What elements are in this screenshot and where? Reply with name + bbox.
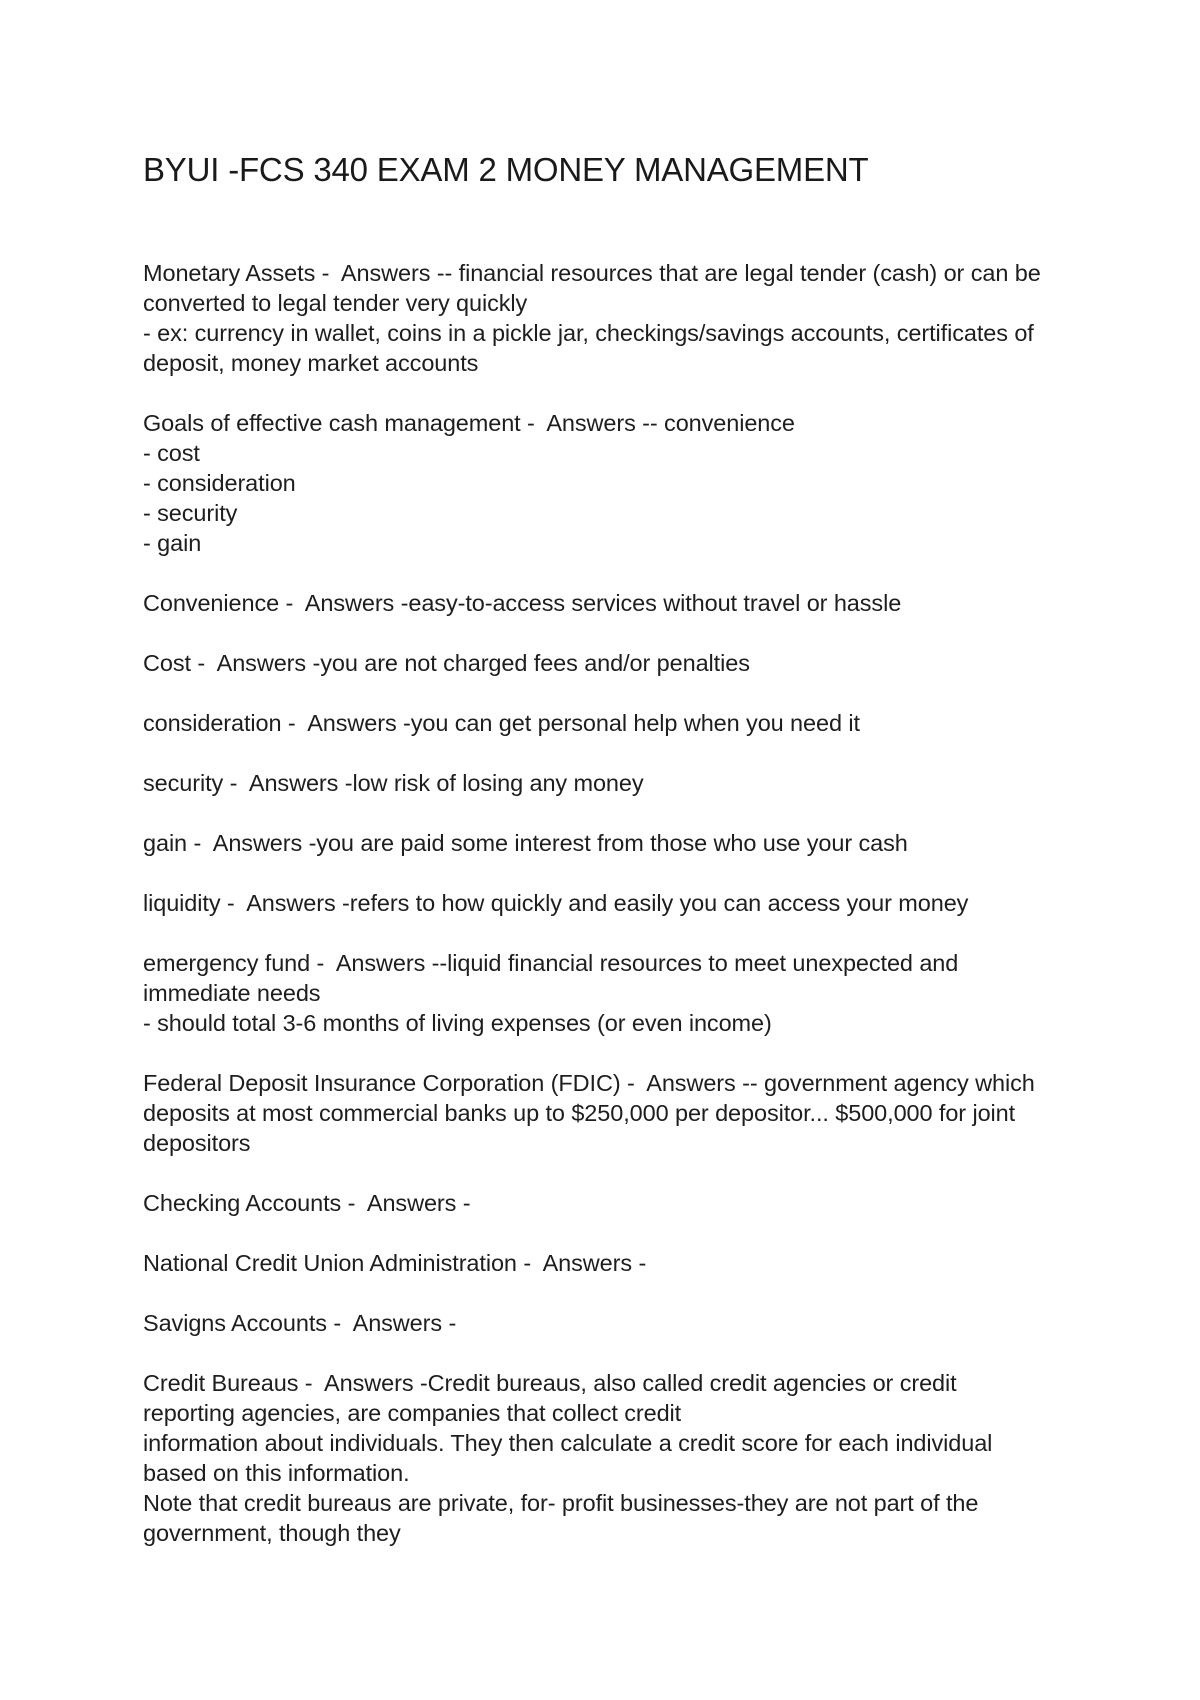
entry-cost (143, 648, 1083, 678)
entry-line: liquidity - Answers -refers to how quickly and easily you can access your money (143, 890, 969, 916)
entry-ncua (143, 1248, 1083, 1278)
entry-monetary-assets (143, 258, 1083, 378)
entry-gain (143, 828, 1083, 858)
entry-line: - gain (143, 530, 202, 556)
entry-line: consideration - Answers -you can get personal help when you need it (143, 710, 860, 736)
entry-savings-accounts (143, 1308, 1083, 1338)
entry-credit-bureaus (143, 1368, 1083, 1548)
entry-goals-cash-management (143, 408, 1083, 558)
entry-line: depositors (143, 1130, 251, 1156)
entry-line: Monetary Assets - Answers -- financial resources that are legal tender (cash) or can be (143, 260, 1041, 286)
document-title: BYUI -FCS 340 EXAM 2 MONEY MANAGEMENT (143, 151, 869, 188)
entry-fdic (143, 1068, 1083, 1158)
entry-line: - should total 3-6 months of living expenses (or even income) (143, 1010, 772, 1036)
entry-line: deposits at most commercial banks up to $250,000 per depositor... $500,000 for joint (143, 1100, 1016, 1126)
entry-line: immediate needs (143, 980, 321, 1006)
entry-checking-accounts (143, 1188, 1083, 1218)
document-page (143, 150, 1083, 1578)
entry-emergency-fund (143, 948, 1083, 1038)
entry-line: Goals of effective cash management - Answers -- convenience (143, 410, 795, 436)
entry-line: information about individuals. They then calculate a credit score for each individual (143, 1430, 993, 1456)
entry-line: Savigns Accounts - Answers - (143, 1310, 457, 1336)
entry-line: security - Answers -low risk of losing any money (143, 770, 644, 796)
entry-line: converted to legal tender very quickly (143, 290, 528, 316)
entry-line: National Credit Union Administration - Answers - (143, 1250, 647, 1276)
entry-line: Credit Bureaus - Answers -Credit bureaus, also called credit agencies or credit (143, 1370, 957, 1396)
entry-line: Federal Deposit Insurance Corporation (FDIC) - Answers -- government agency which (143, 1070, 1035, 1096)
entry-line: Cost - Answers -you are not charged fees and/or penalties (143, 650, 750, 676)
entry-line: based on this information. (143, 1460, 410, 1486)
entry-line: - ex: currency in wallet, coins in a pickle jar, checkings/savings accounts, certificates of (143, 320, 1034, 346)
entry-line: reporting agencies, are companies that collect credit (143, 1400, 682, 1426)
entry-line: gain - Answers -you are paid some interest from those who use your cash (143, 830, 908, 856)
entry-line: Checking Accounts - Answers - (143, 1190, 471, 1216)
entry-line: emergency fund - Answers --liquid financial resources to meet unexpected and (143, 950, 959, 976)
entry-liquidity (143, 888, 1083, 918)
entry-consideration (143, 708, 1083, 738)
entry-line: - consideration (143, 470, 296, 496)
entry-line: Note that credit bureaus are private, for- profit businesses-they are not part of the (143, 1490, 979, 1516)
entry-line: - security (143, 500, 238, 526)
entry-security (143, 768, 1083, 798)
entry-convenience (143, 588, 1083, 618)
entry-line: - cost (143, 440, 200, 466)
entry-line: government, though they (143, 1520, 401, 1546)
entry-line: Convenience - Answers -easy-to-access services without travel or hassle (143, 590, 902, 616)
entry-line: deposit, money market accounts (143, 350, 479, 376)
